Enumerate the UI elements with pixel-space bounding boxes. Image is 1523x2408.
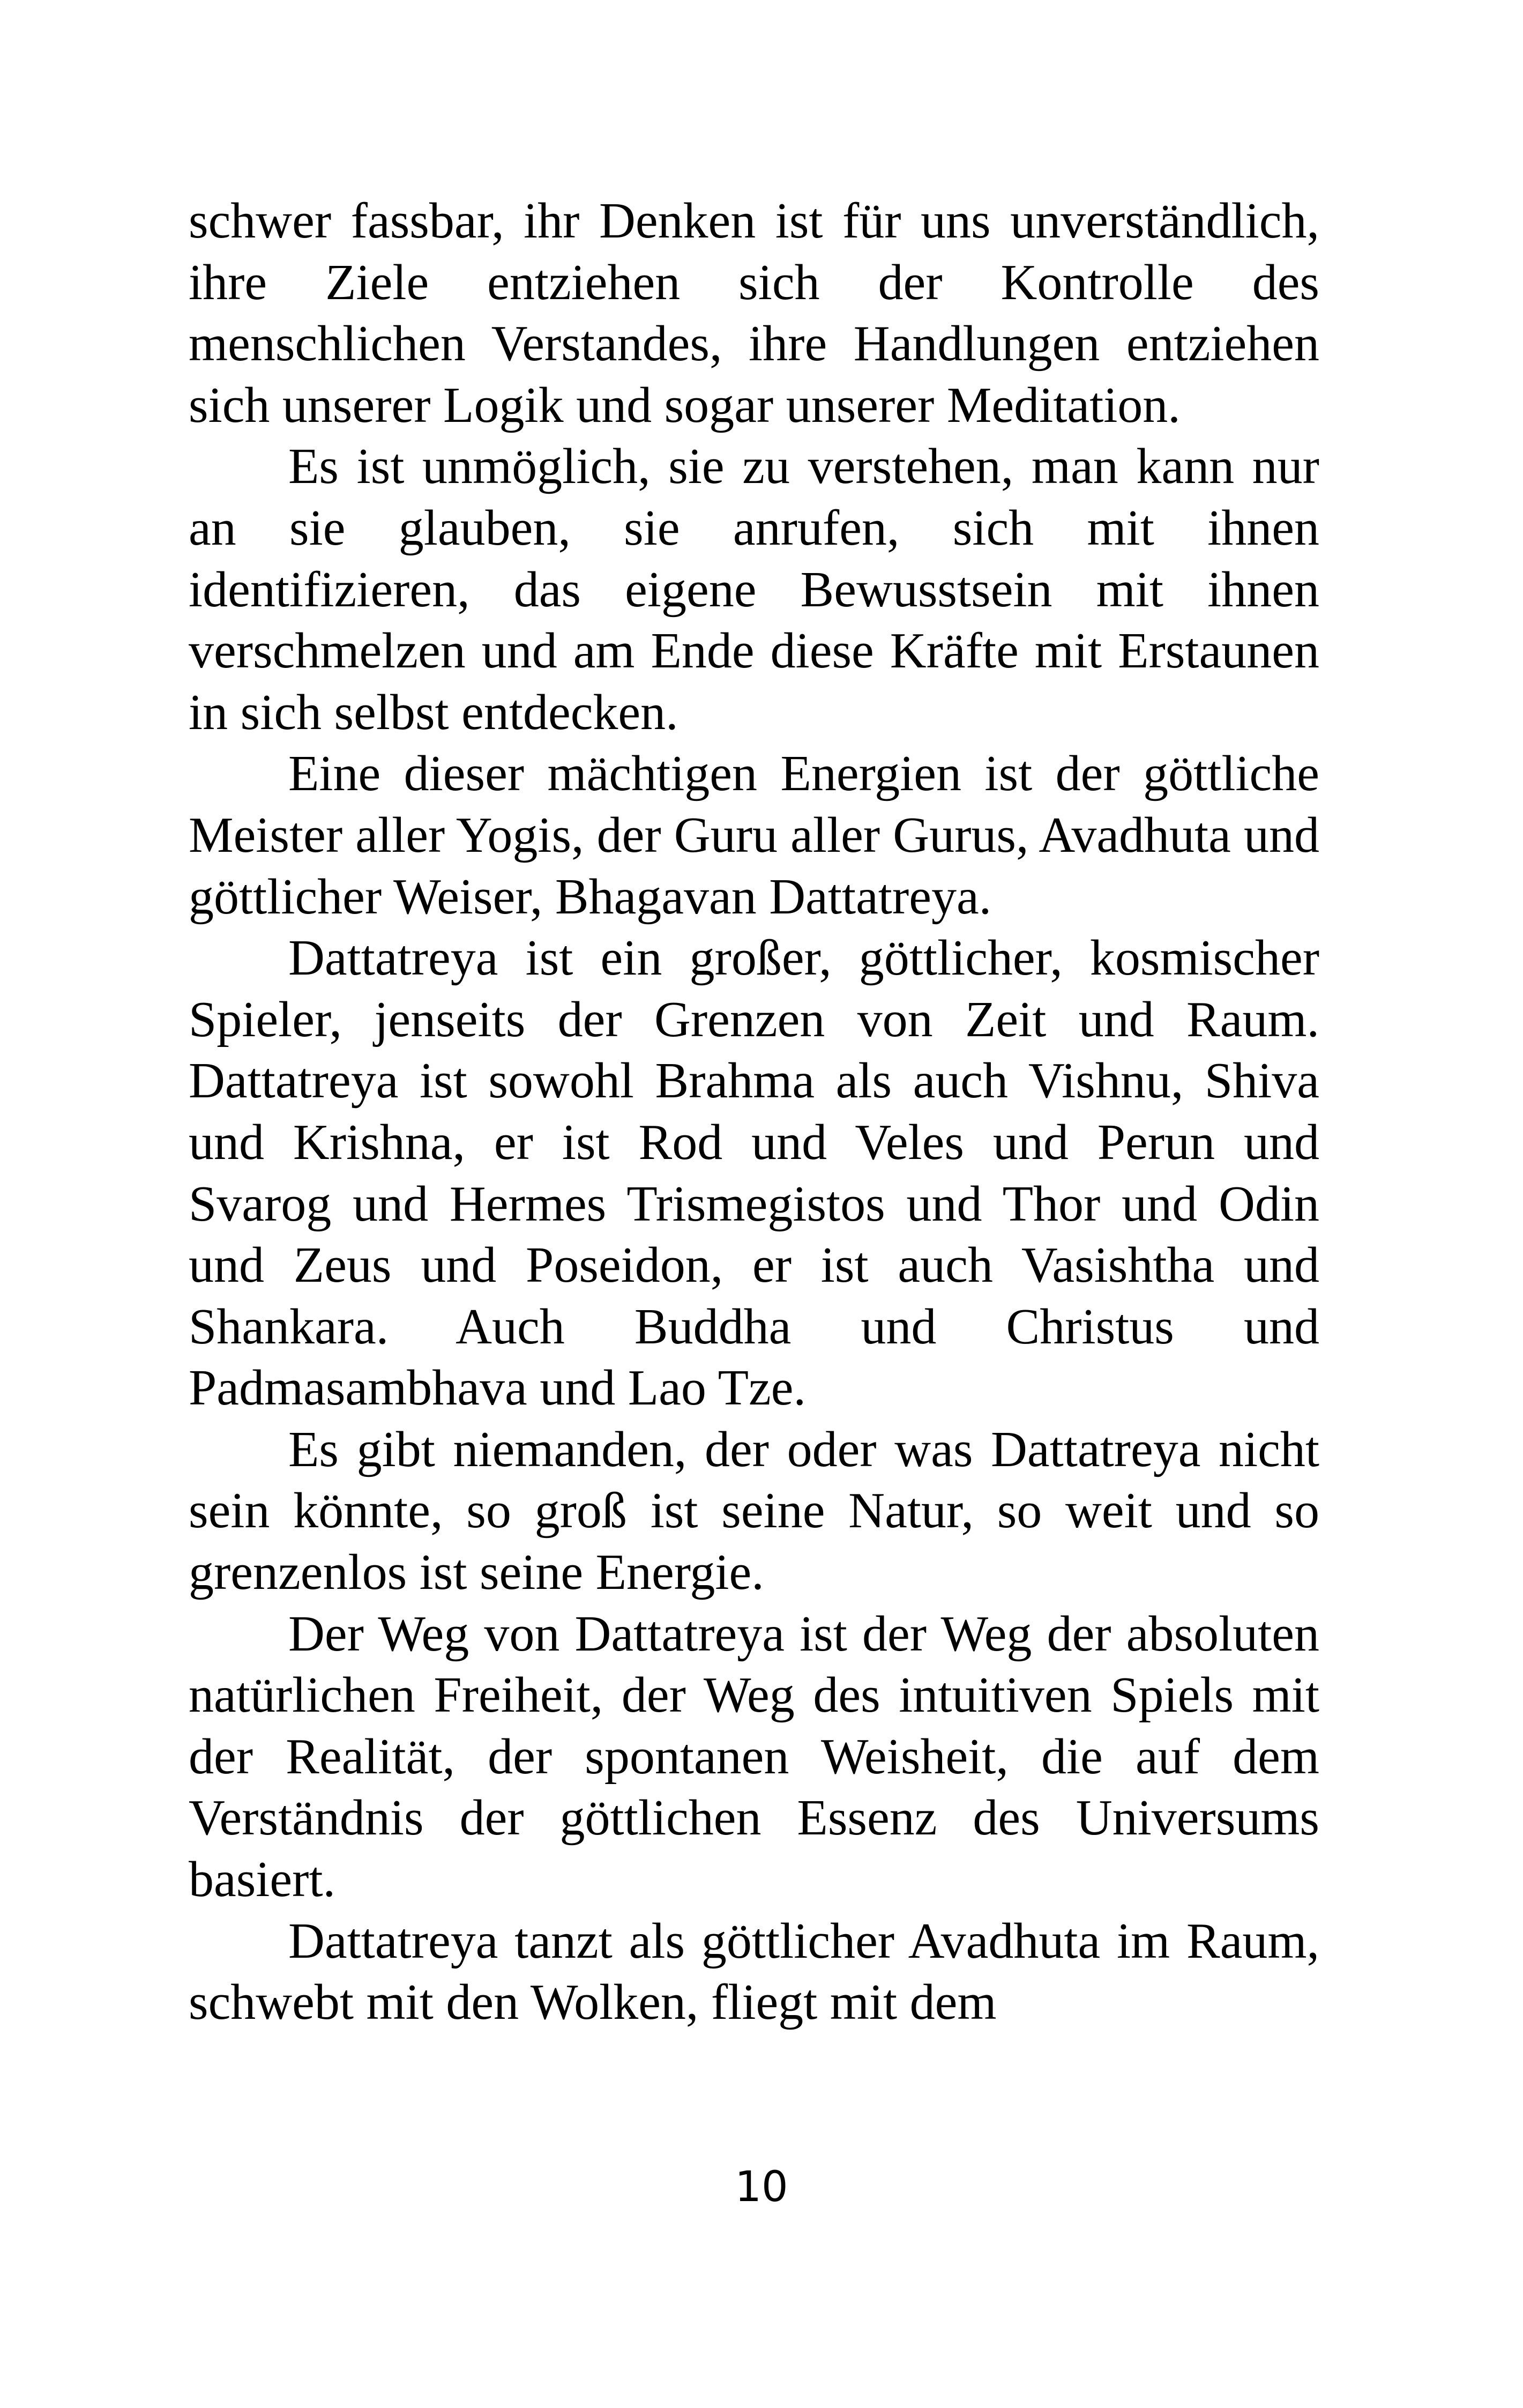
paragraph-continuation: schwer fassbar, ihr Denken ist für uns unverständlich, ihre Ziele entziehen sich der Kontrolle des menschlichen Verstandes, ihre Handlungen entziehen sich unserer Logik und sogar unserer Meditation.	[189, 193, 1319, 433]
body-text	[189, 190, 1319, 2033]
paragraph: Es ist unmöglich, sie zu verstehen, man kann nur an sie glauben, sie anrufen, sich mit ihnen identifizieren, das eigene Bewusstsein mit ihnen verschmelzen und am Ende diese Kräfte mit Erstaunen in sich selbst entdecken.	[189, 439, 1319, 740]
paragraph-last: Dattatreya tanzt als göttlicher Avadhuta im Raum, schwebt mit den Wolken, fliegt mit dem	[189, 1913, 1319, 2031]
page-number: 10	[735, 2163, 788, 2211]
paragraph: Eine dieser mächtigen Energien ist der göttliche Meister aller Yogis, der Guru aller Gurus, Avadhuta und göttlicher Weiser, Bhagavan Dattatreya.	[189, 746, 1319, 925]
paragraph: Es gibt niemanden, der oder was Dattatreya nicht sein könnte, so groß ist seine Natur, so weit und so grenzenlos ist seine Energie.	[189, 1421, 1319, 1601]
paragraph: Der Weg von Dattatreya ist der Weg der absoluten natürlichen Freiheit, der Weg des intuitiven Spiels mit der Realität, der spontanen Weisheit, die auf dem Verständnis der göttlichen Essenz des Universums basiert.	[189, 1606, 1319, 1908]
paragraph: Dattatreya ist ein großer, göttlicher, kosmischer Spieler, jenseits der Grenzen von Zeit und Raum. Dattatreya ist sowohl Brahma als auch Vishnu, Shiva und Krishna, er ist Rod und Veles und Perun und Svarog und Hermes Trismegistos und Thor und Odin und Zeus und Poseidon, er ist auch Vasishtha und Shankara. Auch Buddha und Christus und Padmasambhava und Lao Tze.	[189, 930, 1319, 1416]
